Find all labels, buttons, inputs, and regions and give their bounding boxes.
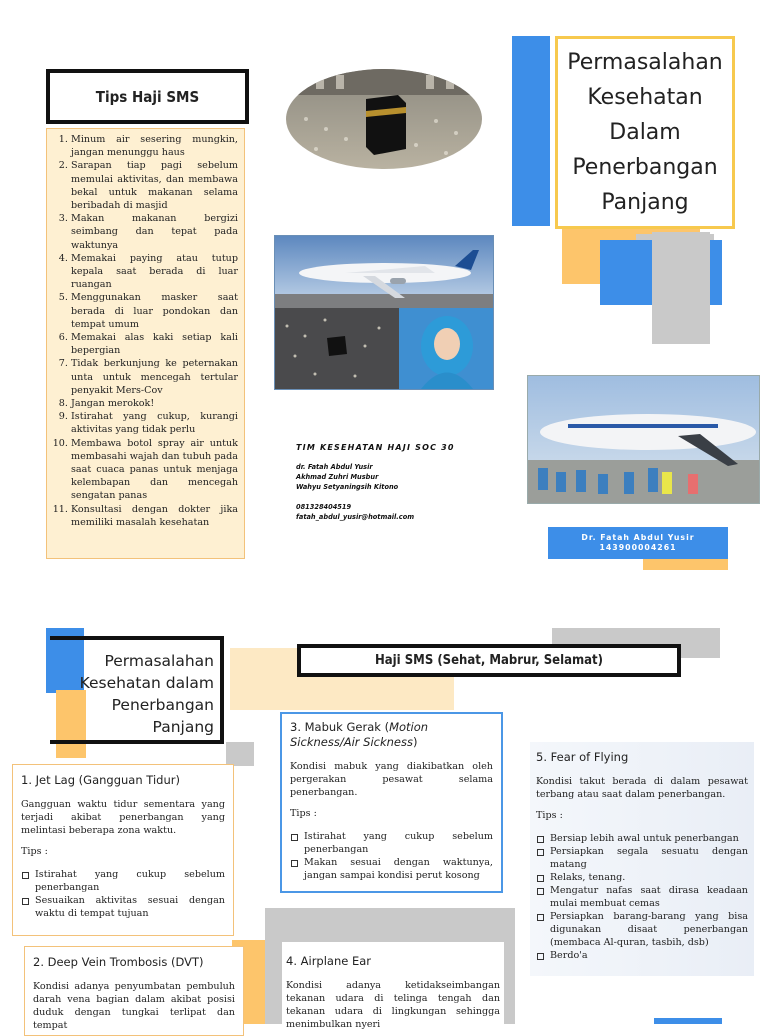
cover-accent-gray-2 xyxy=(652,232,710,344)
team-member: Wahyu Setyaningsih Kitono xyxy=(296,483,399,491)
list-item: Istirahat yang cukup sebelum penerbangan xyxy=(290,830,493,856)
back-gray-under-title xyxy=(226,742,254,766)
side-title-line: Permasalahan xyxy=(104,652,214,670)
team-email: fatah_abdul_yusir@hotmail.com xyxy=(296,513,415,521)
name-bar-name: Dr. Fatah Abdul Yusir xyxy=(581,533,695,542)
tip-item: 3. Makan makanan bergizi seimbang dan tepat pada waktunya xyxy=(71,212,238,252)
jetlag-desc: Gangguan waktu tidur sementara yang terjadi akibat penerbangan yang melintasi beberapa zona waktu. xyxy=(21,799,225,836)
tip-item: 10. Membawa botol spray air untuk membasahi wajah dan tubuh pada saat cuaca panas untuk menjaga kelembapan dan mencegah sengatan panas xyxy=(71,437,238,503)
motion-sickness-title: 3. Mabuk Gerak (Motion Sickness/Air Sickness) xyxy=(290,720,429,749)
back-blue-bottom-accent xyxy=(654,1018,722,1024)
cover-title xyxy=(567,45,723,220)
cover-title-line: Panjang xyxy=(601,190,689,215)
tips-title-box xyxy=(46,69,249,124)
cover-title-line: Dalam xyxy=(609,120,681,145)
list-item: Istirahat yang cukup sebelum penerbangan xyxy=(21,868,225,894)
tip-item: 8. Jangan merokok! xyxy=(71,397,238,410)
tips-list-panel xyxy=(46,128,245,559)
kaaba-photo xyxy=(286,69,482,169)
plane-collage xyxy=(274,235,494,390)
tip-item: 2. Sarapan tiap pagi sebelum memulai aktivitas, dan membawa bekal untuk makanan selama beribadah di masjid xyxy=(71,159,238,212)
tips-list xyxy=(53,133,238,529)
motion-sickness-card xyxy=(280,712,503,893)
jetlag-title: 1. Jet Lag (Gangguan Tidur) xyxy=(21,773,180,787)
fear-of-flying-tips-label: Tips : xyxy=(536,810,563,821)
name-bar-id: 143900004261 xyxy=(599,543,677,552)
side-title-line: Panjang xyxy=(152,718,214,736)
cover-title-box xyxy=(555,36,735,229)
list-item: Relaks, tenang. xyxy=(536,871,748,884)
side-title-line: Penerbangan xyxy=(111,696,214,714)
fear-of-flying-title: 5. Fear of Flying xyxy=(536,750,629,764)
boarding-photo xyxy=(527,375,760,504)
team-member: Akhmad Zuhri Musbur xyxy=(296,473,379,481)
tip-item: 7. Tidak berkunjung ke peternakan unta untuk mencegah tertular penyakit Mers-Cov xyxy=(71,357,238,397)
list-item: Makan sesuai dengan waktunya, jangan sampai kondisi perut kosong xyxy=(290,856,493,882)
name-bar-accent xyxy=(643,559,728,570)
haji-sms-banner xyxy=(297,644,681,677)
jetlag-tips-label: Tips : xyxy=(21,846,48,857)
tip-item: 11. Konsultasi dengan dokter jika memiliki masalah kesehatan xyxy=(71,503,238,529)
fear-of-flying-card xyxy=(530,742,754,976)
motion-sickness-tips-list xyxy=(290,830,493,882)
list-item: Persiapkan barang-barang yang bisa digunakan disaat penerbangan (membaca Al-quran, tasbih, dsb) xyxy=(536,910,748,949)
list-item: Berdo'a xyxy=(536,949,748,962)
tip-item: 5. Menggunakan masker saat berada di luar pondokan dan tempat umum xyxy=(71,291,238,331)
name-bar xyxy=(548,527,728,559)
side-title-line: Kesehatan dalam xyxy=(79,674,214,692)
team-info xyxy=(296,443,496,522)
list-item: Mengatur nafas saat dirasa keadaan mulai membuat cemas xyxy=(536,884,748,910)
team-member: dr. Fatah Abdul Yusir xyxy=(296,463,373,471)
team-heading: TIM KESEHATAN HAJI SOC 30 xyxy=(296,443,455,452)
cover-title-line: Kesehatan xyxy=(587,85,703,110)
tips-title: Tips Haji SMS xyxy=(95,87,200,106)
dvt-card xyxy=(24,946,244,1036)
motion-sickness-tips-label: Tips : xyxy=(290,808,317,819)
fear-of-flying-desc: Kondisi takut berada di dalam pesawat terbang atau saat dalam penerbangan. xyxy=(536,776,748,800)
cover-title-line: Penerbangan xyxy=(572,155,718,180)
banner-text: Haji SMS (Sehat, Mabrur, Selamat) xyxy=(375,653,603,668)
airplane-ear-desc: Kondisi adanya ketidakseimbangan tekanan udara di telinga tengah dan tekanan udara di lingkungan sehingga menimbulkan nyeri xyxy=(286,980,500,1030)
side-title xyxy=(50,650,214,738)
airplane-ear-card xyxy=(282,942,504,1032)
team-phone: 081328404519 xyxy=(296,503,352,511)
dvt-desc: Kondisi adanya penyumbatan pembuluh darah vena bagian dalam akibat posisi duduk dengan tungkai terlipat dan tempat xyxy=(33,981,235,1031)
dvt-title: 2. Deep Vein Trombosis (DVT) xyxy=(33,955,204,969)
motion-sickness-desc: Kondisi mabuk yang diakibatkan oleh pergerakan pesawat selama penerbangan. xyxy=(290,761,493,798)
jetlag-card xyxy=(12,764,234,936)
tip-item: 4. Memakai paying atau tutup kepala saat berada di luar ruangan xyxy=(71,252,238,292)
fear-of-flying-tips-list xyxy=(536,832,748,962)
airplane-ear-title: 4. Airplane Ear xyxy=(286,954,372,968)
list-item: Bersiap lebih awal untuk penerbangan xyxy=(536,832,748,845)
jetlag-tips-list xyxy=(21,868,225,920)
list-item: Persiapkan segala sesuatu dengan matang xyxy=(536,845,748,871)
tip-item: 1. Minum air sesering mungkin, jangan menunggu haus xyxy=(71,133,238,159)
side-title-box xyxy=(50,636,224,744)
cover-title-line: Permasalahan xyxy=(567,50,723,75)
list-item: Sesuaikan aktivitas sesuai dengan waktu di tempat tujuan xyxy=(21,894,225,920)
cover-accent-blue-top xyxy=(512,36,550,226)
tip-item: 6. Memakai alas kaki setiap kali bepergian xyxy=(71,331,238,357)
tip-item: 9. Istirahat yang cukup, kurangi aktivitas yang tidak perlu xyxy=(71,410,238,436)
